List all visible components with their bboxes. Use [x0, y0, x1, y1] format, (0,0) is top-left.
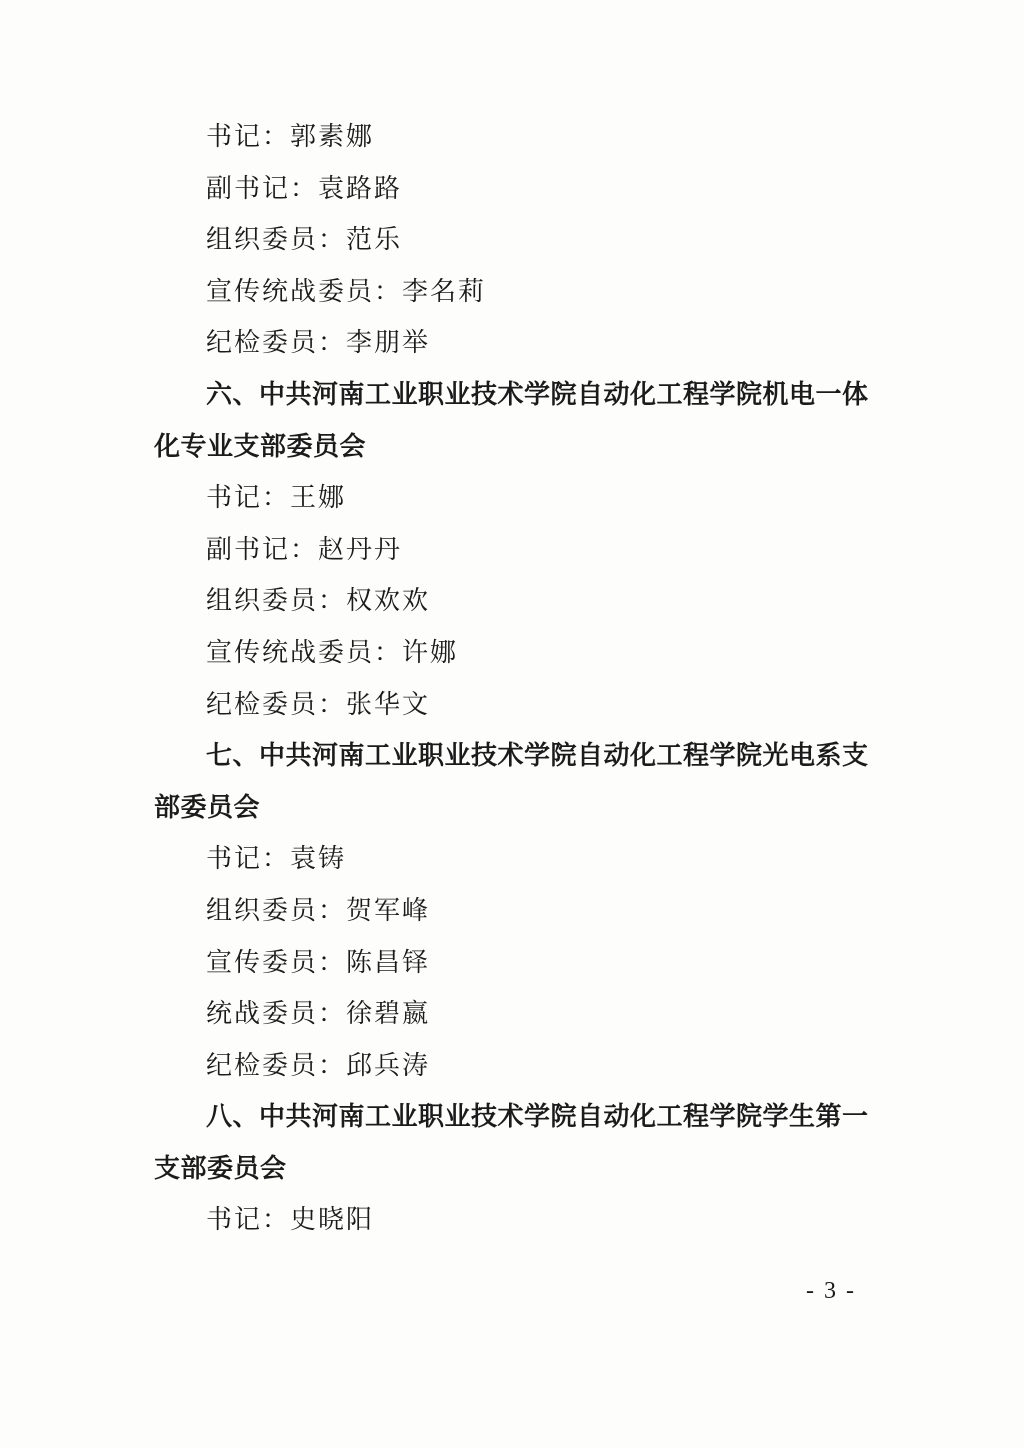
section-heading: 六、中共河南工业职业技术学院自动化工程学院机电一体	[206, 379, 869, 410]
officer-line	[0, 473, 1024, 525]
officer-name: 邱兵涛	[346, 1050, 431, 1081]
officer-role: 统战委员：	[206, 999, 347, 1030]
officer-name: 权欢欢	[346, 586, 431, 617]
officer-name: 张华文	[346, 689, 431, 720]
officer-line	[0, 938, 1024, 990]
officer-name: 徐碧嬴	[346, 999, 431, 1030]
section-heading-continued: 支部委员会	[154, 1153, 287, 1184]
officer-role: 副书记：	[206, 173, 319, 204]
officer-line	[0, 164, 1024, 216]
officer-name: 陈昌铎	[346, 947, 431, 978]
officer-name: 王娜	[290, 483, 347, 514]
officer-role: 纪检委员：	[206, 328, 347, 359]
officer-line	[0, 318, 1024, 370]
officer-name: 史晓阳	[290, 1205, 375, 1236]
officer-name: 李朋举	[346, 328, 431, 359]
section-heading-continued: 化专业支部委员会	[154, 431, 367, 462]
officer-role: 书记：	[206, 122, 291, 152]
officer-name: 赵丹丹	[318, 534, 403, 565]
officer-line	[0, 1195, 1024, 1247]
officer-line	[0, 1041, 1024, 1093]
officer-role: 书记：	[206, 1205, 291, 1236]
officer-role: 宣传委员：	[206, 947, 347, 978]
officer-name: 郭素娜	[290, 122, 375, 152]
section-heading-continued: 部委员会	[154, 792, 261, 823]
officer-line	[0, 215, 1024, 267]
officer-role: 纪检委员：	[206, 1050, 347, 1081]
officer-line	[0, 680, 1024, 732]
officer-role: 组织委员：	[206, 895, 347, 926]
officer-name: 范乐	[346, 225, 403, 256]
officer-name: 袁铸	[290, 844, 347, 875]
officer-role: 组织委员：	[206, 586, 347, 617]
page-number: - 3 -	[806, 1278, 856, 1304]
officer-line	[0, 267, 1024, 319]
section-heading: 八、中共河南工业职业技术学院自动化工程学院学生第一	[206, 1102, 869, 1133]
officer-name: 袁路路	[318, 173, 403, 204]
document-body	[0, 112, 1024, 1247]
officer-role: 纪检委员：	[206, 689, 347, 720]
officer-line	[0, 525, 1024, 577]
section-heading: 七、中共河南工业职业技术学院自动化工程学院光电系支	[206, 741, 869, 772]
officer-role: 宣传统战委员：	[206, 276, 403, 307]
officer-line	[0, 989, 1024, 1041]
officer-name: 许娜	[402, 637, 459, 668]
officer-role: 书记：	[206, 844, 291, 875]
officer-name: 李名莉	[402, 276, 487, 307]
officer-line	[0, 834, 1024, 886]
officer-name: 贺军峰	[346, 895, 431, 926]
officer-line	[0, 886, 1024, 938]
officer-line	[0, 628, 1024, 680]
officer-role: 书记：	[206, 483, 291, 514]
officer-role: 组织委员：	[206, 225, 347, 256]
officer-line	[0, 576, 1024, 628]
officer-role: 副书记：	[206, 534, 319, 565]
officer-role: 宣传统战委员：	[206, 637, 403, 668]
officer-line	[0, 112, 1024, 164]
